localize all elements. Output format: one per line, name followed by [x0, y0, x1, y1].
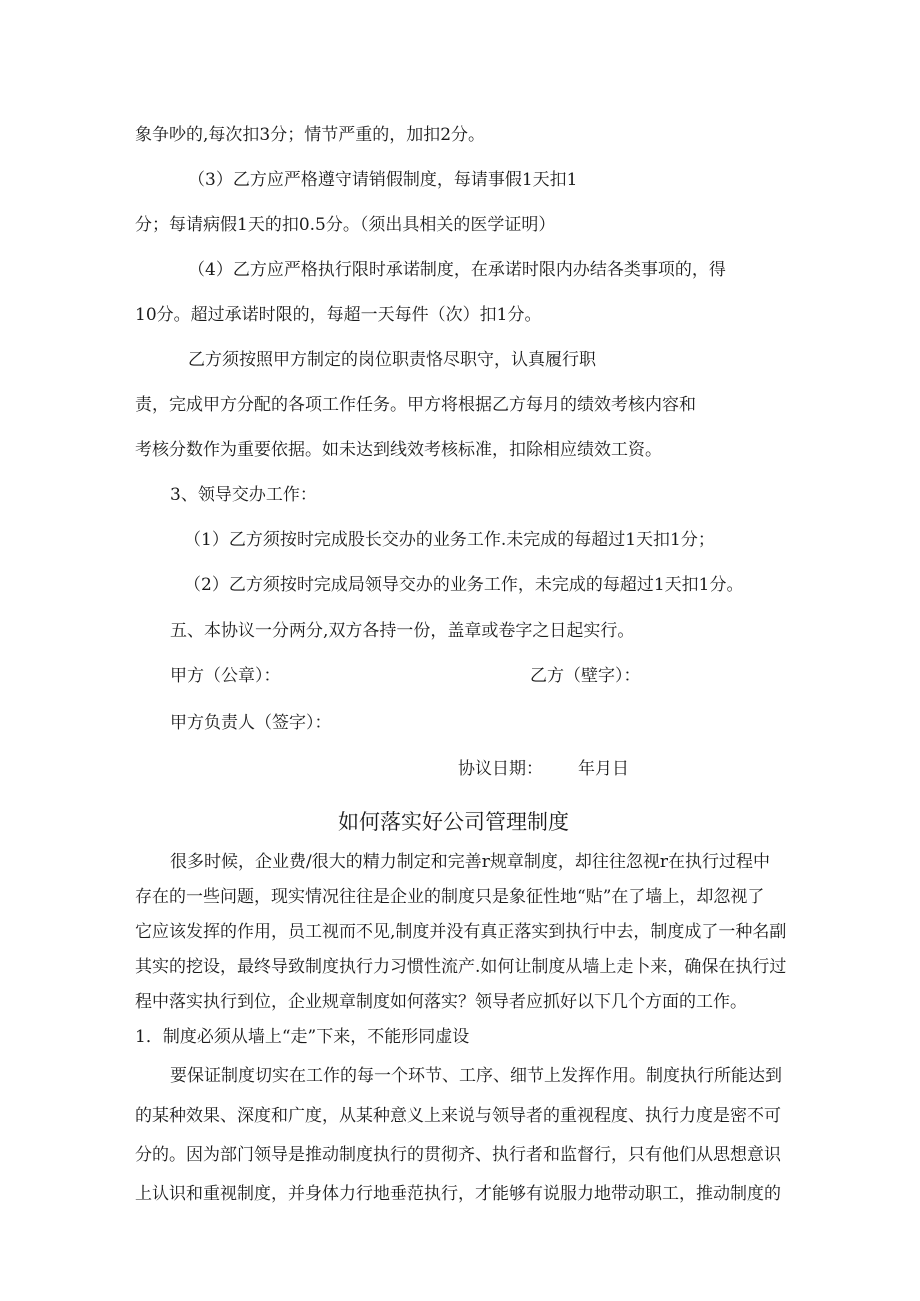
article-paragraph-1-line: 很多时候，企业费/很大的精力制定和完善r规章制度，却往往忽视r在执行过程中: [170, 852, 770, 872]
article-paragraph-1-line: 它应该发挥的作用，员工视而不见,制度并没有真正落实到执行中去，制度成了一种名副: [135, 922, 787, 942]
agreement-item-4-line-2: 10分。超过承诺时限的，每超一天每件（次）扣1分。: [135, 305, 542, 325]
section-5-text: 五、本协议一分两分,双方各持一份，盖章或卷字之日起实行。: [170, 621, 635, 641]
party-a-seal-label: 甲方（公章）：: [170, 666, 281, 686]
article-paragraph-1-line: 程中落实执行到位，企业规章制度如何落实？领导者应抓好以下几个方面的工作。: [135, 992, 747, 1012]
party-b-sign-label: 乙方（壁字）：: [530, 666, 641, 686]
agreement-item-4-line-1: （4）乙方应严格执行限时承诺制度，在承诺时限内办结各类事项的，得: [188, 260, 726, 280]
article-title: 如何落实好公司管理制度: [338, 810, 569, 834]
agreement-duty-line-2: 责，完成甲方分配的各项工作任务。甲方将根据乙方每月的绩效考核内容和: [135, 395, 696, 415]
article-paragraph-1-line: 存在的一些问题，现实情况往往是企业的制度只是象征性地“贴”在了墙上，却忽视了: [135, 887, 765, 907]
article-paragraph-2-line: 的某种效果、深度和广度，从某种意义上来说与领导者的重视程度、执行力度是密不可: [135, 1106, 781, 1126]
section-3-item-1: （1）乙方须按时完成股长交办的业务工作.未完成的每超过1天扣1分；: [184, 530, 715, 550]
agreement-item-3-line-2: 分；每请病假1天的扣0.5分。（须出具相关的医学证明）: [135, 215, 556, 235]
article-paragraph-2-line: 要保证制度切实在工作的每一个环节、工序、细节上发挥作用。制度执行所能达到: [170, 1066, 782, 1086]
agreement-date-value: 年月日: [578, 759, 629, 779]
party-a-head-label: 甲方负责人（签字）：: [170, 713, 332, 733]
agreement-item-3-line-1: （3）乙方应严格遵守请销假制度，每请事假1天扣1: [188, 170, 578, 190]
article-heading-1: 1．制度必须从墙上“走”下来，不能形同虚设: [135, 1027, 470, 1047]
agreement-duty-line-1: 乙方须按照甲方制定的岗位职责恪尽职守，认真履行职: [188, 350, 596, 370]
section-3-item-2: （2）乙方须按时完成局领导交办的业务工作，未完成的每超过1天扣1分。: [184, 575, 744, 595]
agreement-duty-line-3: 考核分数作为重要依据。如未达到线效考核标准，扣除相应绩效工资。: [135, 440, 662, 460]
article-paragraph-1-line: 其实的挖设，最终导致制度执行力习惯性流产.如何让制度从墙上走卜来，确保在执行过: [135, 957, 787, 977]
agreement-date-label: 协议日期：: [458, 759, 543, 779]
section-3-heading: 3、领导交办工作：: [170, 485, 317, 505]
article-paragraph-2-line: 上认识和重视制度，并身体力行地垂范执行，才能够有说服力地带动职工，推动制度的: [135, 1184, 781, 1204]
agreement-text-line: 象争吵的,每次扣3分；情节严重的，加扣2分。: [135, 125, 486, 145]
article-paragraph-2-line: 分的。因为部门领导是推动制度执行的贯彻齐、执行者和监督行，只有他们从思想意识: [135, 1145, 781, 1165]
